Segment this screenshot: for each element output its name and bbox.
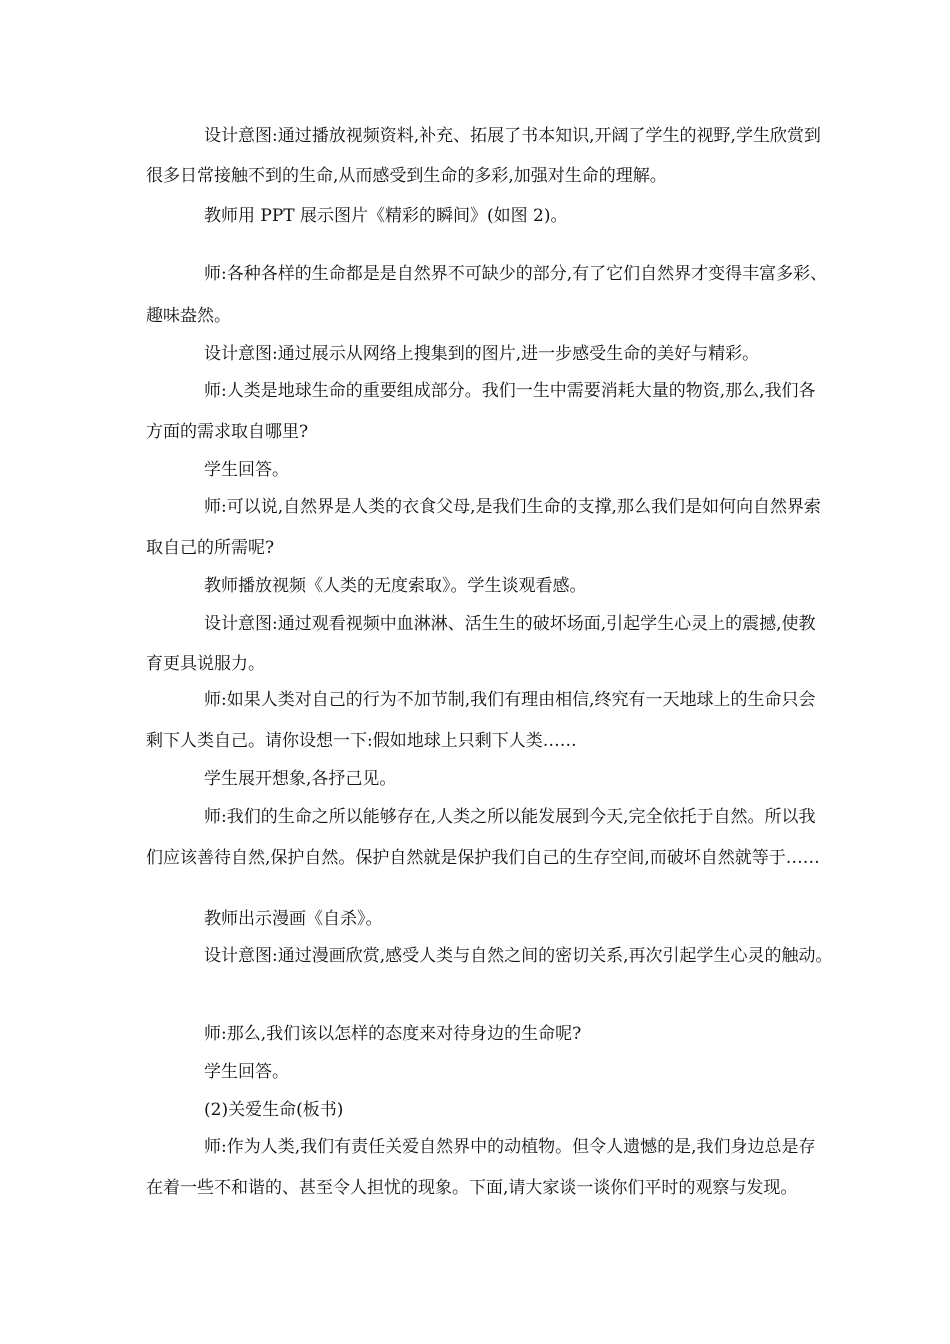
text-line: 教师播放视频《人类的无度索取》。学生谈观看感。 — [204, 576, 587, 596]
text-line: 师:我们的生命之所以能够存在,人类之所以能发展到今天,完全依托于自然。所以我 — [204, 807, 816, 827]
text-line: 师:各种各样的生命都是是自然界不可缺少的部分,有了它们自然界才变得丰富多彩、 — [204, 264, 828, 284]
text-line: 学生回答。 — [204, 460, 289, 480]
text-line: 在着一些不和谐的、甚至令人担忧的现象。下面,请大家谈一谈你们平时的观察与发现。 — [146, 1178, 798, 1198]
text-line: 设计意图:通过观看视频中血淋淋、活生生的破坏场面,引起学生心灵上的震撼,使教 — [204, 614, 816, 634]
text-line: 趣味盎然。 — [146, 306, 231, 326]
text-line: 师:那么,我们该以怎样的态度来对待身边的生命呢? — [204, 1024, 582, 1044]
text-line: (2)关爱生命(板书) — [204, 1100, 344, 1120]
text-line: 取自己的所需呢? — [146, 538, 275, 558]
text-line: 方面的需求取自哪里? — [146, 422, 309, 442]
text-line: 师:作为人类,我们有责任关爱自然界中的动植物。但令人遗憾的是,我们身边总是存 — [204, 1137, 816, 1157]
text-line: 剩下人类自己。请你设想一下:假如地球上只剩下人类…… — [146, 731, 577, 751]
text-line: 学生回答。 — [204, 1062, 289, 1082]
text-line: 教师出示漫画《自杀》。 — [204, 909, 383, 929]
text-line: 师:可以说,自然界是人类的衣食父母,是我们生命的支撑,那么我们是如何向自然界索 — [204, 497, 821, 517]
text-line: 很多日常接触不到的生命,从而感受到生命的多彩,加强对生命的理解。 — [146, 166, 667, 186]
text-line: 育更具说服力。 — [146, 654, 265, 674]
text-line: 设计意图:通过播放视频资料,补充、拓展了书本知识,开阔了学生的视野,学生欣赏到 — [204, 126, 821, 146]
text-line: 设计意图:通过展示从网络上搜集到的图片,进一步感受生命的美好与精彩。 — [204, 344, 760, 364]
text-line: 师:人类是地球生命的重要组成部分。我们一生中需要消耗大量的物资,那么,我们各 — [204, 381, 816, 401]
text-line: 教师用 PPT 展示图片《精彩的瞬间》(如图 2)。 — [204, 206, 568, 226]
text-line: 学生展开想象,各抒己见。 — [204, 769, 397, 789]
text-line: 设计意图:通过漫画欣赏,感受人类与自然之间的密切关系,再次引起学生心灵的触动。 — [204, 946, 833, 966]
text-line: 们应该善待自然,保护自然。保护自然就是保护我们自己的生存空间,而破坏自然就等于…… — [146, 848, 820, 868]
text-line: 师:如果人类对自己的行为不加节制,我们有理由相信,终究有一天地球上的生命只会 — [204, 690, 816, 710]
